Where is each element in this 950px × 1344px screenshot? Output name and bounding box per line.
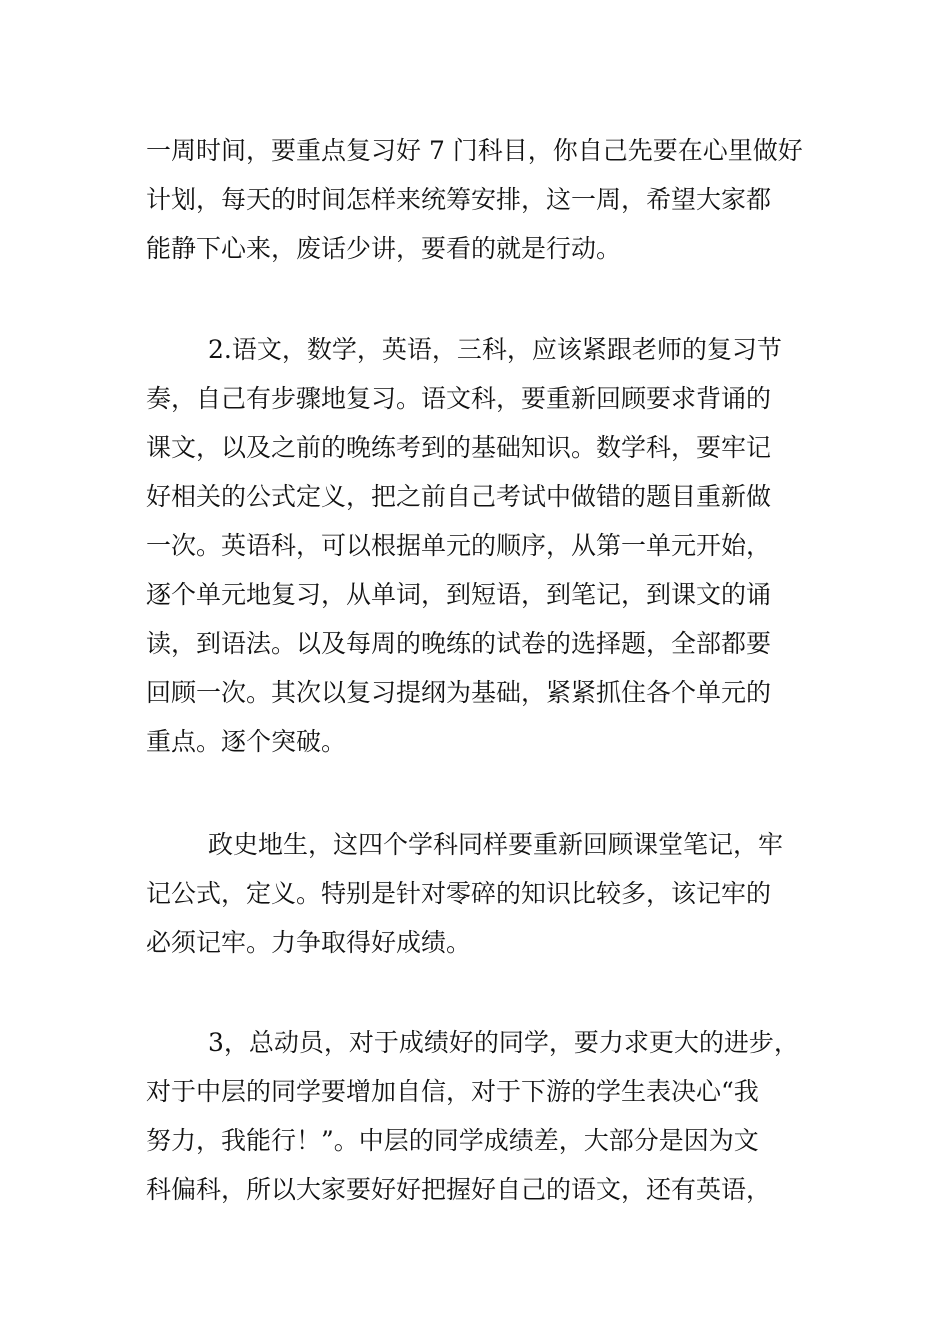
text-line: 科偏科，所以大家要好好把握好自己的语文，还有英语， xyxy=(146,1175,772,1204)
text-line: 对于中层的同学要增加自信，对于下游的学生表决心“我 xyxy=(146,1077,759,1106)
text-line: 读，到语法。以及每周的晚练的试卷的选择题，全部都要 xyxy=(146,629,772,658)
text-line: 必须记牢。力争取得好成绩。 xyxy=(146,928,472,957)
text-line: 记公式，定义。特别是针对零碎的知识比较多，该记牢的 xyxy=(146,879,772,908)
text-line: 回顾一次。其次以复习提纲为基础，紧紧抓住各个单元的 xyxy=(146,678,772,707)
text-line: 计划，每天的时间怎样来统筹安排，这一周，希望大家都 xyxy=(146,185,772,214)
text-line: 3，总动员，对于成绩好的同学，要力求更大的进步， xyxy=(208,1028,799,1057)
text-line: 重点。逐个突破。 xyxy=(146,727,347,756)
text-line: 奏，自己有步骤地复习。语文科，要重新回顾要求背诵的 xyxy=(146,384,772,413)
text-line: 能静下心来，废话少讲，要看的就是行动。 xyxy=(146,234,622,263)
text-line: 好相关的公式定义，把之前自己考试中做错的题目重新做 xyxy=(146,482,772,511)
text-line: 努力，我能行！”。中层的同学成绩差，大部分是因为文 xyxy=(146,1126,759,1155)
text-line: 逐个单元地复习，从单词，到短语，到笔记，到课文的诵 xyxy=(146,580,772,609)
text-line: 一次。英语科，可以根据单元的顺序，从第一单元开始， xyxy=(146,531,772,560)
text-line: 课文，以及之前的晚练考到的基础知识。数学科，要牢记 xyxy=(146,433,772,462)
paragraph-review-plan xyxy=(146,126,811,273)
text-line: 2.语文，数学，英语，三科，应该紧跟老师的复习节 xyxy=(208,335,782,364)
paragraph-other-subjects xyxy=(146,820,811,967)
text-line: 一周时间，要重点复习好 7 门科目，你自己先要在心里做好 xyxy=(146,136,803,165)
paragraph-mobilization xyxy=(146,1018,811,1214)
text-line: 政史地生，这四个学科同样要重新回顾课堂笔记，牢 xyxy=(208,830,784,859)
paragraph-main-subjects xyxy=(146,325,811,766)
